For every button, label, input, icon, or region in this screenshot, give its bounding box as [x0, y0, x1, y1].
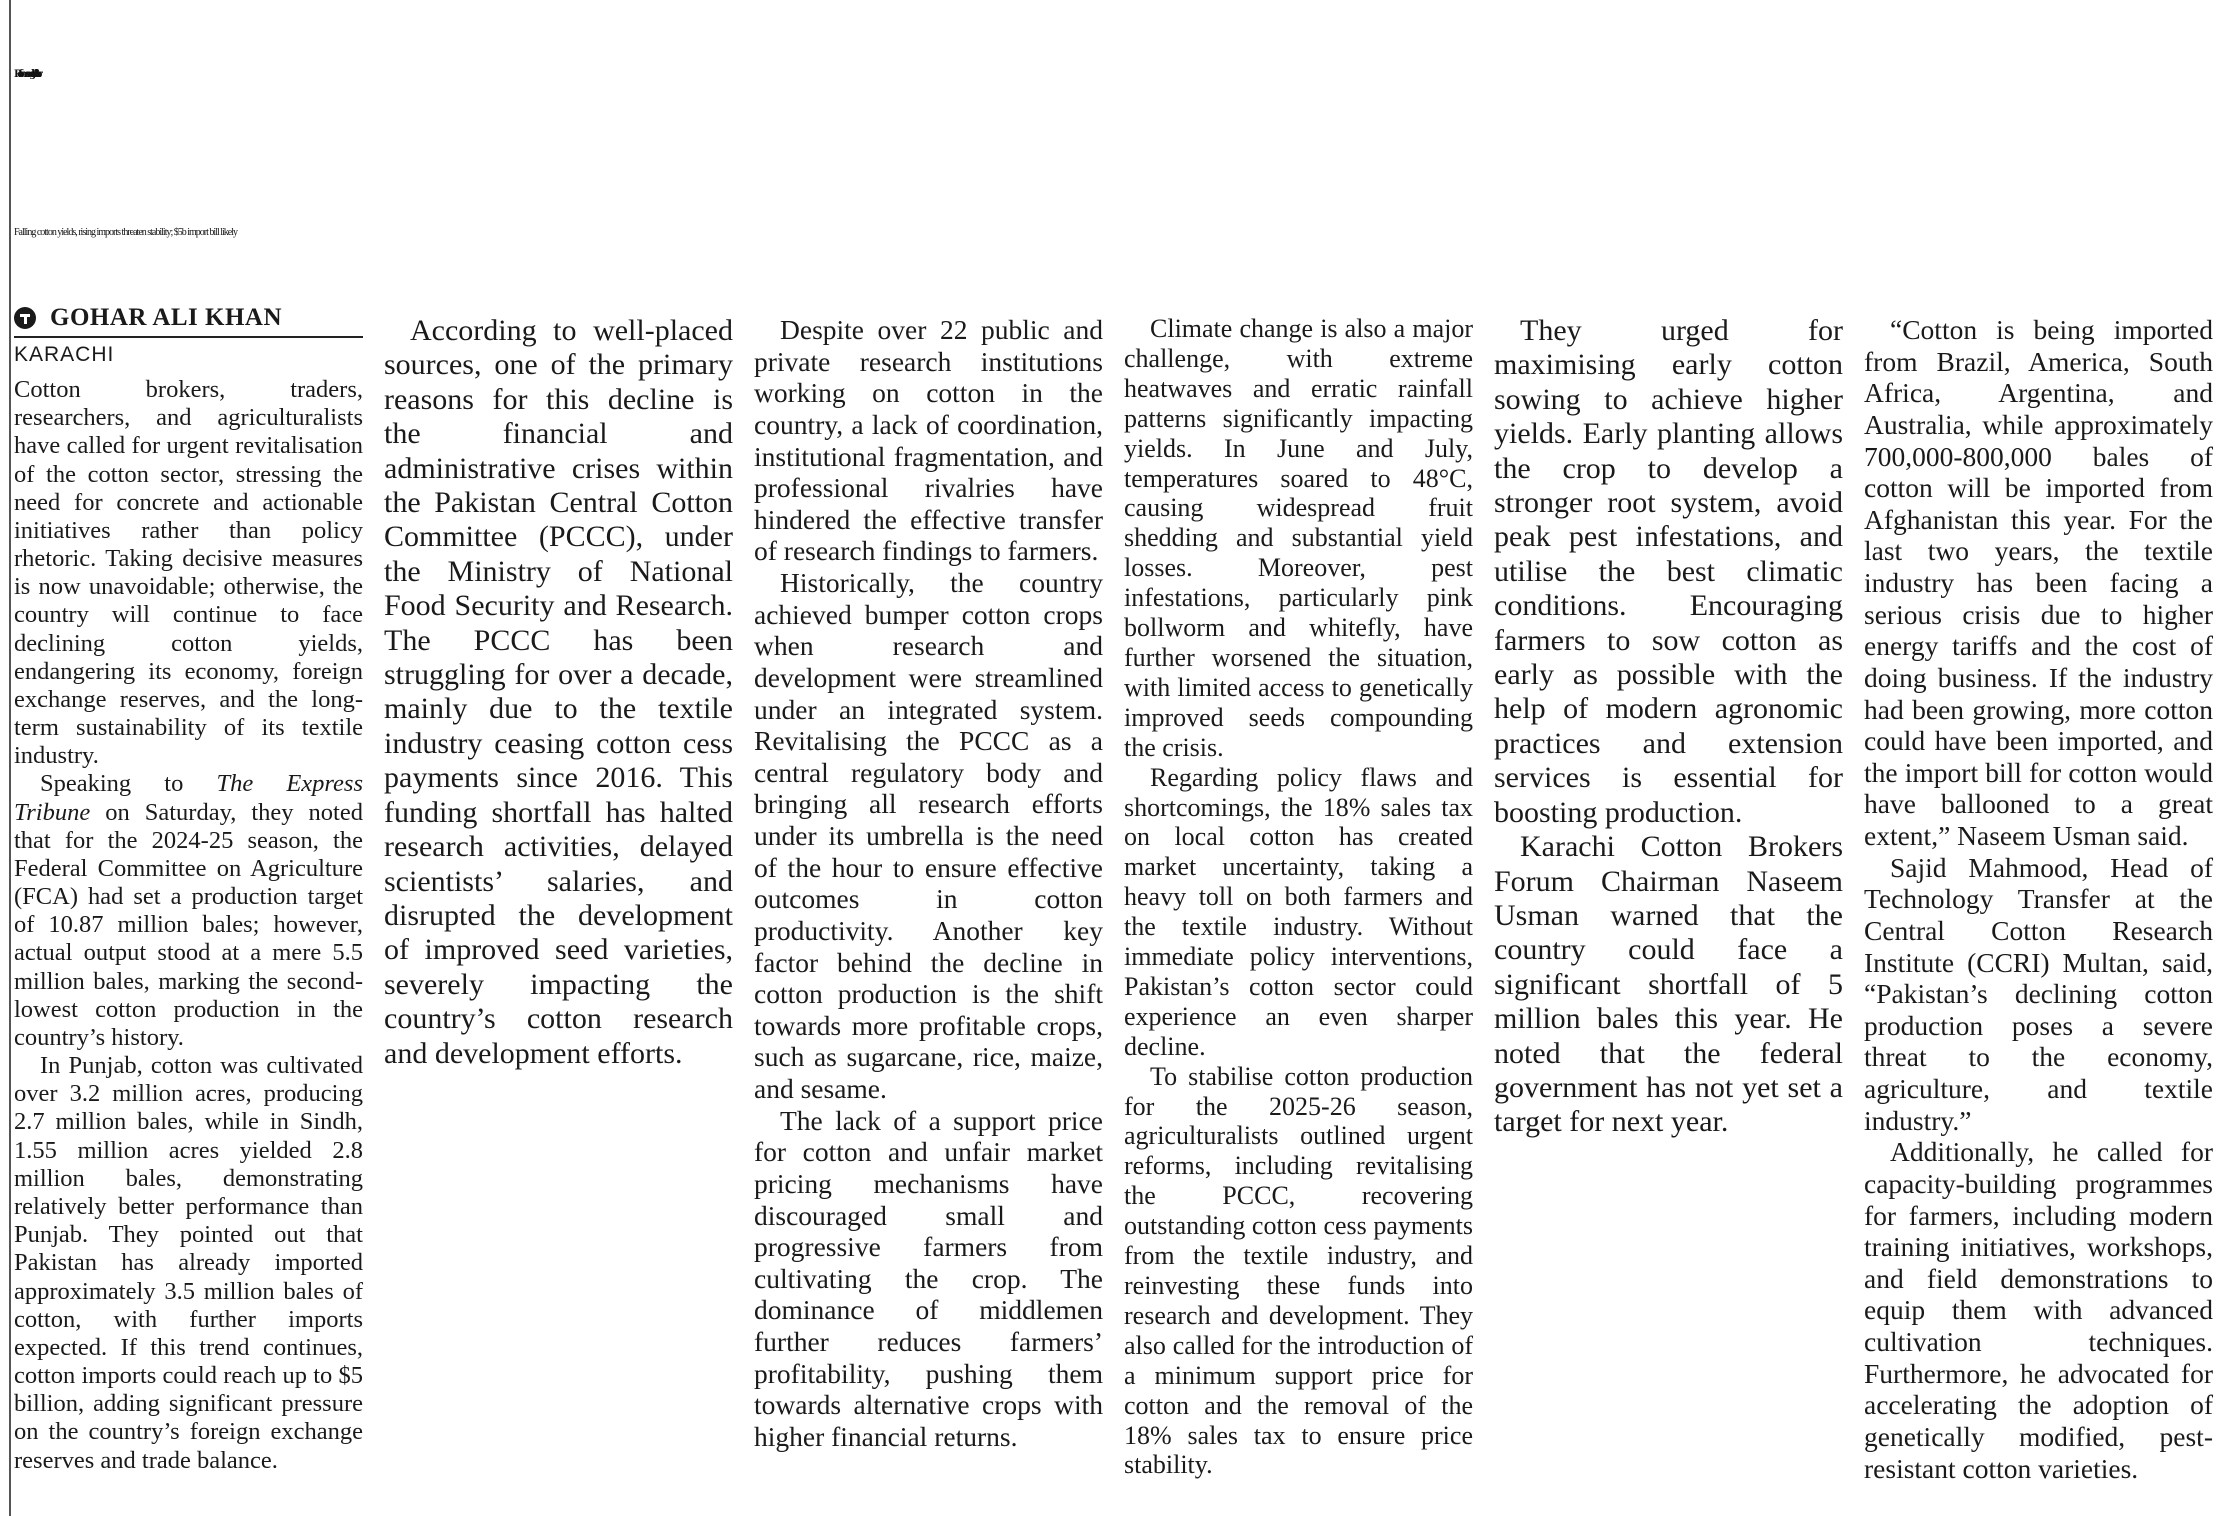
article-paragraph	[1124, 314, 1473, 763]
article-paragraph	[14, 770, 363, 1052]
paragraph-text: To stabilise cotton production for the 2025-26 season, agriculturalists outlined urgent reforms, including revitalising the PCCC, recovering outstanding cotton cess payments from the textile industry, and reinvesting these funds into research and development. They also called for the introduction of a minimum support price for cotton and the removal of the 18% sales tax to ensure price stability.	[1124, 1061, 1473, 1480]
article-paragraph	[1124, 763, 1473, 1062]
byline	[14, 300, 363, 338]
article-paragraph	[14, 1052, 363, 1475]
paragraph-text: Additionally, he called for capacity-building programmes for farmers, including modern training initiatives, workshops, and field demonstrations to equip them with advanced cultivation techniques. Furthermore, he advocated for accelerating the adoption of genetically modified, pest-resistant cotton varieties.	[1864, 1136, 2213, 1484]
paragraph-text: Karachi Cotton Brokers Forum Chairman Naseem Usman warned that the country could face a significant shortfall of 5 million bales this year. He noted that the federal government has not yet set a target for next year.	[1494, 830, 1843, 1139]
subheadline: Falling cotton yields, rising imports threaten stability; $5b import bill likely	[14, 227, 238, 238]
paragraph-text: Historically, the country achieved bumper cotton crops when research and development were streamlined under an integrated system. Revitalising the PCCC as a central regulatory body and bringing all research efforts under its umbrella is the need of the hour to ensure effective outcomes in cotton productivity. Another key factor behind the decline in cotton production is the shift towards more profitable crops, such as sugarcane, rice, maize, and sesame.	[754, 567, 1103, 1104]
article-paragraph	[1124, 1062, 1473, 1481]
speaking-to-prefix: Speaking to	[40, 770, 184, 798]
paragraph-text: Sajid Mahmood, Head of Technology Transfer at the Central Cotton Research Institute (CCRI) Multan, said, “Pakistan’s declining cotton production poses a severe threat to the economy, agriculture, and textile industry.”	[1864, 851, 2213, 1136]
page-left-rule	[9, 0, 11, 1516]
article-paragraph	[1494, 830, 1843, 1140]
tribune-t-logo-icon	[14, 307, 36, 329]
article-paragraph	[384, 314, 733, 1071]
article-column-5	[1494, 314, 1843, 1140]
article-paragraph	[14, 376, 363, 770]
paragraph-text: The lack of a support price for cotton and unfair market pricing mechanisms have discouraged small and progressive farmers from cultivating the crop. The dominance of middlemen further reduces farmers’ profitability, pushing them towards alternative crops with higher financial returns.	[754, 1104, 1103, 1452]
article-paragraph	[1864, 1136, 2213, 1484]
article-column-3	[754, 314, 1103, 1453]
byline-block	[14, 300, 363, 370]
article-column-4	[1124, 314, 1473, 1480]
headline: Reforms sought to save textile sector	[14, 69, 38, 80]
article-paragraph	[754, 567, 1103, 1105]
paragraph-text: on Saturday, they noted that for the 2024-25 season, the Federal Committee on Agriculture (FCA) had set a production target of 10.87 million bales; however, actual output stood at a mere 5.5 million bales, marking the second-lowest cotton production in the country’s history.	[14, 798, 363, 1051]
paragraph-text: In Punjab, cotton was cultivated over 3.2 million acres, producing 2.7 million bales, while in Sindh, 1.55 million acres yielded 2.8 million bales, demonstrating relatively better performance than Punjab. They pointed out that Pakistan has already imported approximately 3.5 million bales of cotton, with further imports expected. If this trend continues, cotton imports could reach up to $5 billion, adding significant pressure on the country’s foreign exchange reserves and trade balance.	[14, 1052, 363, 1474]
article-column-2	[384, 314, 733, 1071]
article-paragraph	[1494, 314, 1843, 830]
article-column-6	[1864, 314, 2213, 1484]
newspaper-name: The Express Tribune	[14, 770, 363, 826]
paragraph-text: Despite over 22 public and private research institutions working on cotton in the country, a lack of coordination, institutional fragmentation, and professional rivalries have hindered the effective transfer of research findings to farmers.	[754, 314, 1103, 567]
author-name: GOHAR ALI KHAN	[50, 304, 283, 331]
paragraph-text: Cotton brokers, traders, researchers, and agriculturalists have called for urgent revitalisation of the cotton sector, stressing the need for concrete and actionable initiatives rather than policy rhetoric. Taking decisive measures is now unavoidable; otherwise, the country will continue to face declining cotton yields, endangering its economy, foreign exchange reserves, and the long-term sustainability of its textile industry.	[14, 376, 363, 770]
article-paragraph	[754, 314, 1103, 567]
paragraph-text: “Cotton is being imported from Brazil, America, South Africa, Argentina, and Australia, while approximately 700,000-800,000 bales of cotton will be imported from Afghanistan this year. For the last two years, the textile industry has been facing a serious crisis due to higher energy tariffs and the cost of doing business. If the industry had been growing, more cotton could have been imported, and the import bill for cotton would have ballooned to a great extent,” Naseem Usman said.	[1864, 314, 2213, 851]
dateline: KARACHI	[14, 343, 115, 366]
article-paragraph	[754, 1105, 1103, 1453]
article-paragraph	[1864, 314, 2213, 852]
article-column-1	[14, 376, 363, 1475]
paragraph-text: They urged for maximising early cotton sowing to achieve higher yields. Early planting allows the crop to develop a stronger root system, avoid peak pest infestations, and utilise the best climatic conditions. Encouraging farmers to sow cotton as early as possible with the help of modern agronomic practices and extension services is essential for boosting production.	[1494, 314, 1843, 829]
paragraph-text: According to well-placed sources, one of the primary reasons for this decline is the financial and administrative crises within the Pakistan Central Cotton Committee (PCCC), under the Ministry of National Food Security and Research. The PCCC has been struggling for over a decade, mainly due to the textile industry ceasing cotton cess payments since 2016. This funding shortfall has halted research activities, delayed scientists’ salaries, and disrupted the development of improved seed varieties, severely impacting the country’s cotton research and development efforts.	[384, 314, 733, 1070]
paragraph-text: Regarding policy flaws and shortcomings, the 18% sales tax on local cotton has created market uncertainty, taking a heavy toll on both farmers and the textile industry. Without immediate policy interventions, Pakistan’s cotton sector could experience an even sharper decline.	[1124, 762, 1473, 1061]
paragraph-text: Climate change is also a major challenge, with extreme heatwaves and erratic rainfall patterns significantly impacting yields. In June and July, temperatures soared to 48°C, causing widespread fruit shedding and substantial yield losses. Moreover, pest infestations, particularly pink bollworm and whitefly, have further worsened the situation, with limited access to genetically improved seeds compounding the crisis.	[1124, 314, 1473, 762]
article-paragraph	[1864, 852, 2213, 1137]
